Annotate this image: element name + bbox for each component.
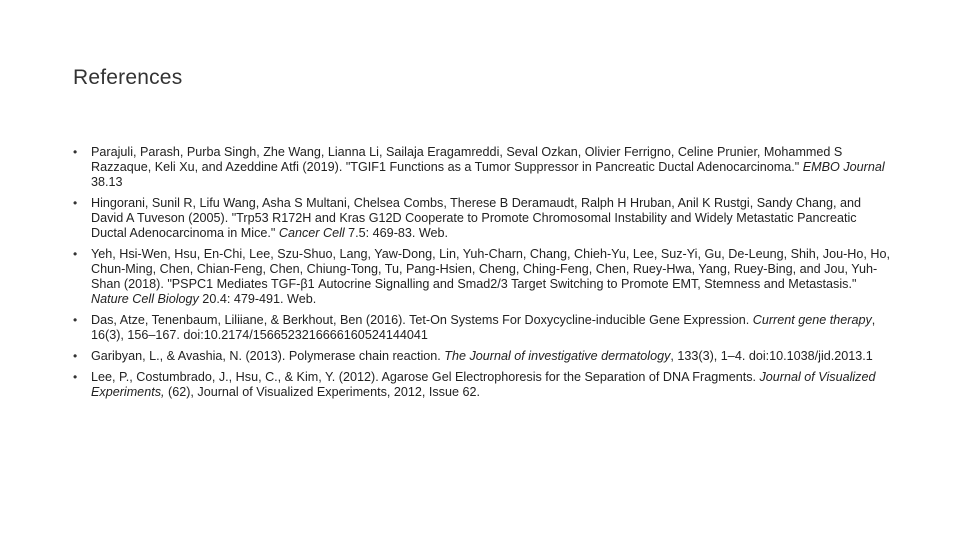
bullet-icon: • [73, 196, 78, 210]
reference-details: 7.5: 469-83. Web. [344, 226, 449, 240]
reference-details: (62), Journal of Visualized Experiments, 2012, Issue 62. [164, 385, 480, 399]
reference-item [73, 313, 893, 343]
reference-item [73, 247, 893, 307]
reference-text: Das, Atze, Tenenbaum, Liliiane, & Berkhout, Ben (2016). Tet-On Systems For Doxycycline-inducible Gene Expression. [91, 313, 753, 327]
reference-details: , 133(3), 1–4. doi:10.1038/jid.2013.1 [670, 349, 873, 363]
reference-journal: The Journal of investigative dermatology [444, 349, 671, 363]
reference-text: Garibyan, L., & Avashia, N. (2013). Polymerase chain reaction. [91, 349, 445, 363]
reference-text: Lee, P., Costumbrado, J., Hsu, C., & Kim, Y. (2012). Agarose Gel Electrophoresis for the Separation of DNA Fragments. [91, 370, 760, 384]
bullet-icon: • [73, 145, 78, 159]
reference-list [73, 145, 893, 406]
reference-journal: Journal of Visualized Experiments, [91, 370, 876, 399]
slide-title: References [73, 66, 183, 89]
reference-item [73, 196, 893, 241]
reference-details: 20.4: 479-491. Web. [198, 292, 317, 306]
reference-item [73, 370, 893, 400]
reference-details: , 16(3), 156–167. doi:10.2174/1566523216666160524144041 [91, 313, 876, 342]
bullet-icon: • [73, 370, 78, 384]
reference-item [73, 145, 893, 190]
bullet-icon: • [73, 313, 78, 327]
reference-journal: Current gene therapy [752, 313, 872, 327]
reference-journal: EMBO Journal [802, 160, 885, 174]
reference-text: Parajuli, Parash, Purba Singh, Zhe Wang, Lianna Li, Sailaja Eragamreddi, Seval Ozkan, Olivier Ferrigno, Celine Prunier, Mohammed S Razzaque, Keli Xu, and Azeddine Atfi (2019). "TGIF1 Functions as a Tumor Suppressor in Pancreatic Ductal Adenocarcinoma." [91, 145, 843, 174]
bullet-icon: • [73, 247, 78, 261]
bullet-icon: • [73, 349, 78, 363]
reference-text: Hingorani, Sunil R, Lifu Wang, Asha S Multani, Chelsea Combs, Therese B Deramaudt, Ralph H Hruban, Anil K Rustgi, Sandy Chang, and David A Tuveson (2005). "Trp53 R172H and Kras G12D Cooperate to Promote Chromosomal Instability and Widely Metastatic Pancreatic Ductal Adenocarcinoma in Mice." [91, 196, 862, 240]
reference-details: 38.13 [91, 175, 123, 189]
reference-item [73, 349, 893, 364]
reference-text: Yeh, Hsi-Wen, Hsu, En-Chi, Lee, Szu-Shuo, Lang, Yaw-Dong, Lin, Yuh-Charn, Chang, Chieh-Yu, Lee, Suz-Yi, Gu, De-Leung, Shih, Jou-Ho, Ho, Chun-Ming, Chen, Chian-Feng, Chen, Chiung-Tong, Tu, Pang-Hsien, Cheng, Ching-Feng, Chen, Ruey-Hwa, Yang, Ruey-Bing, and Jou, Yuh-Shan (2018). "PSPC1 Mediates TGF-β1 Autocrine Signalling and Smad2/3 Target Switching to Promote EMT, Stemness and Metastasis." [91, 247, 890, 291]
reference-journal: Cancer Cell [278, 226, 345, 240]
reference-journal: Nature Cell Biology [91, 292, 199, 306]
